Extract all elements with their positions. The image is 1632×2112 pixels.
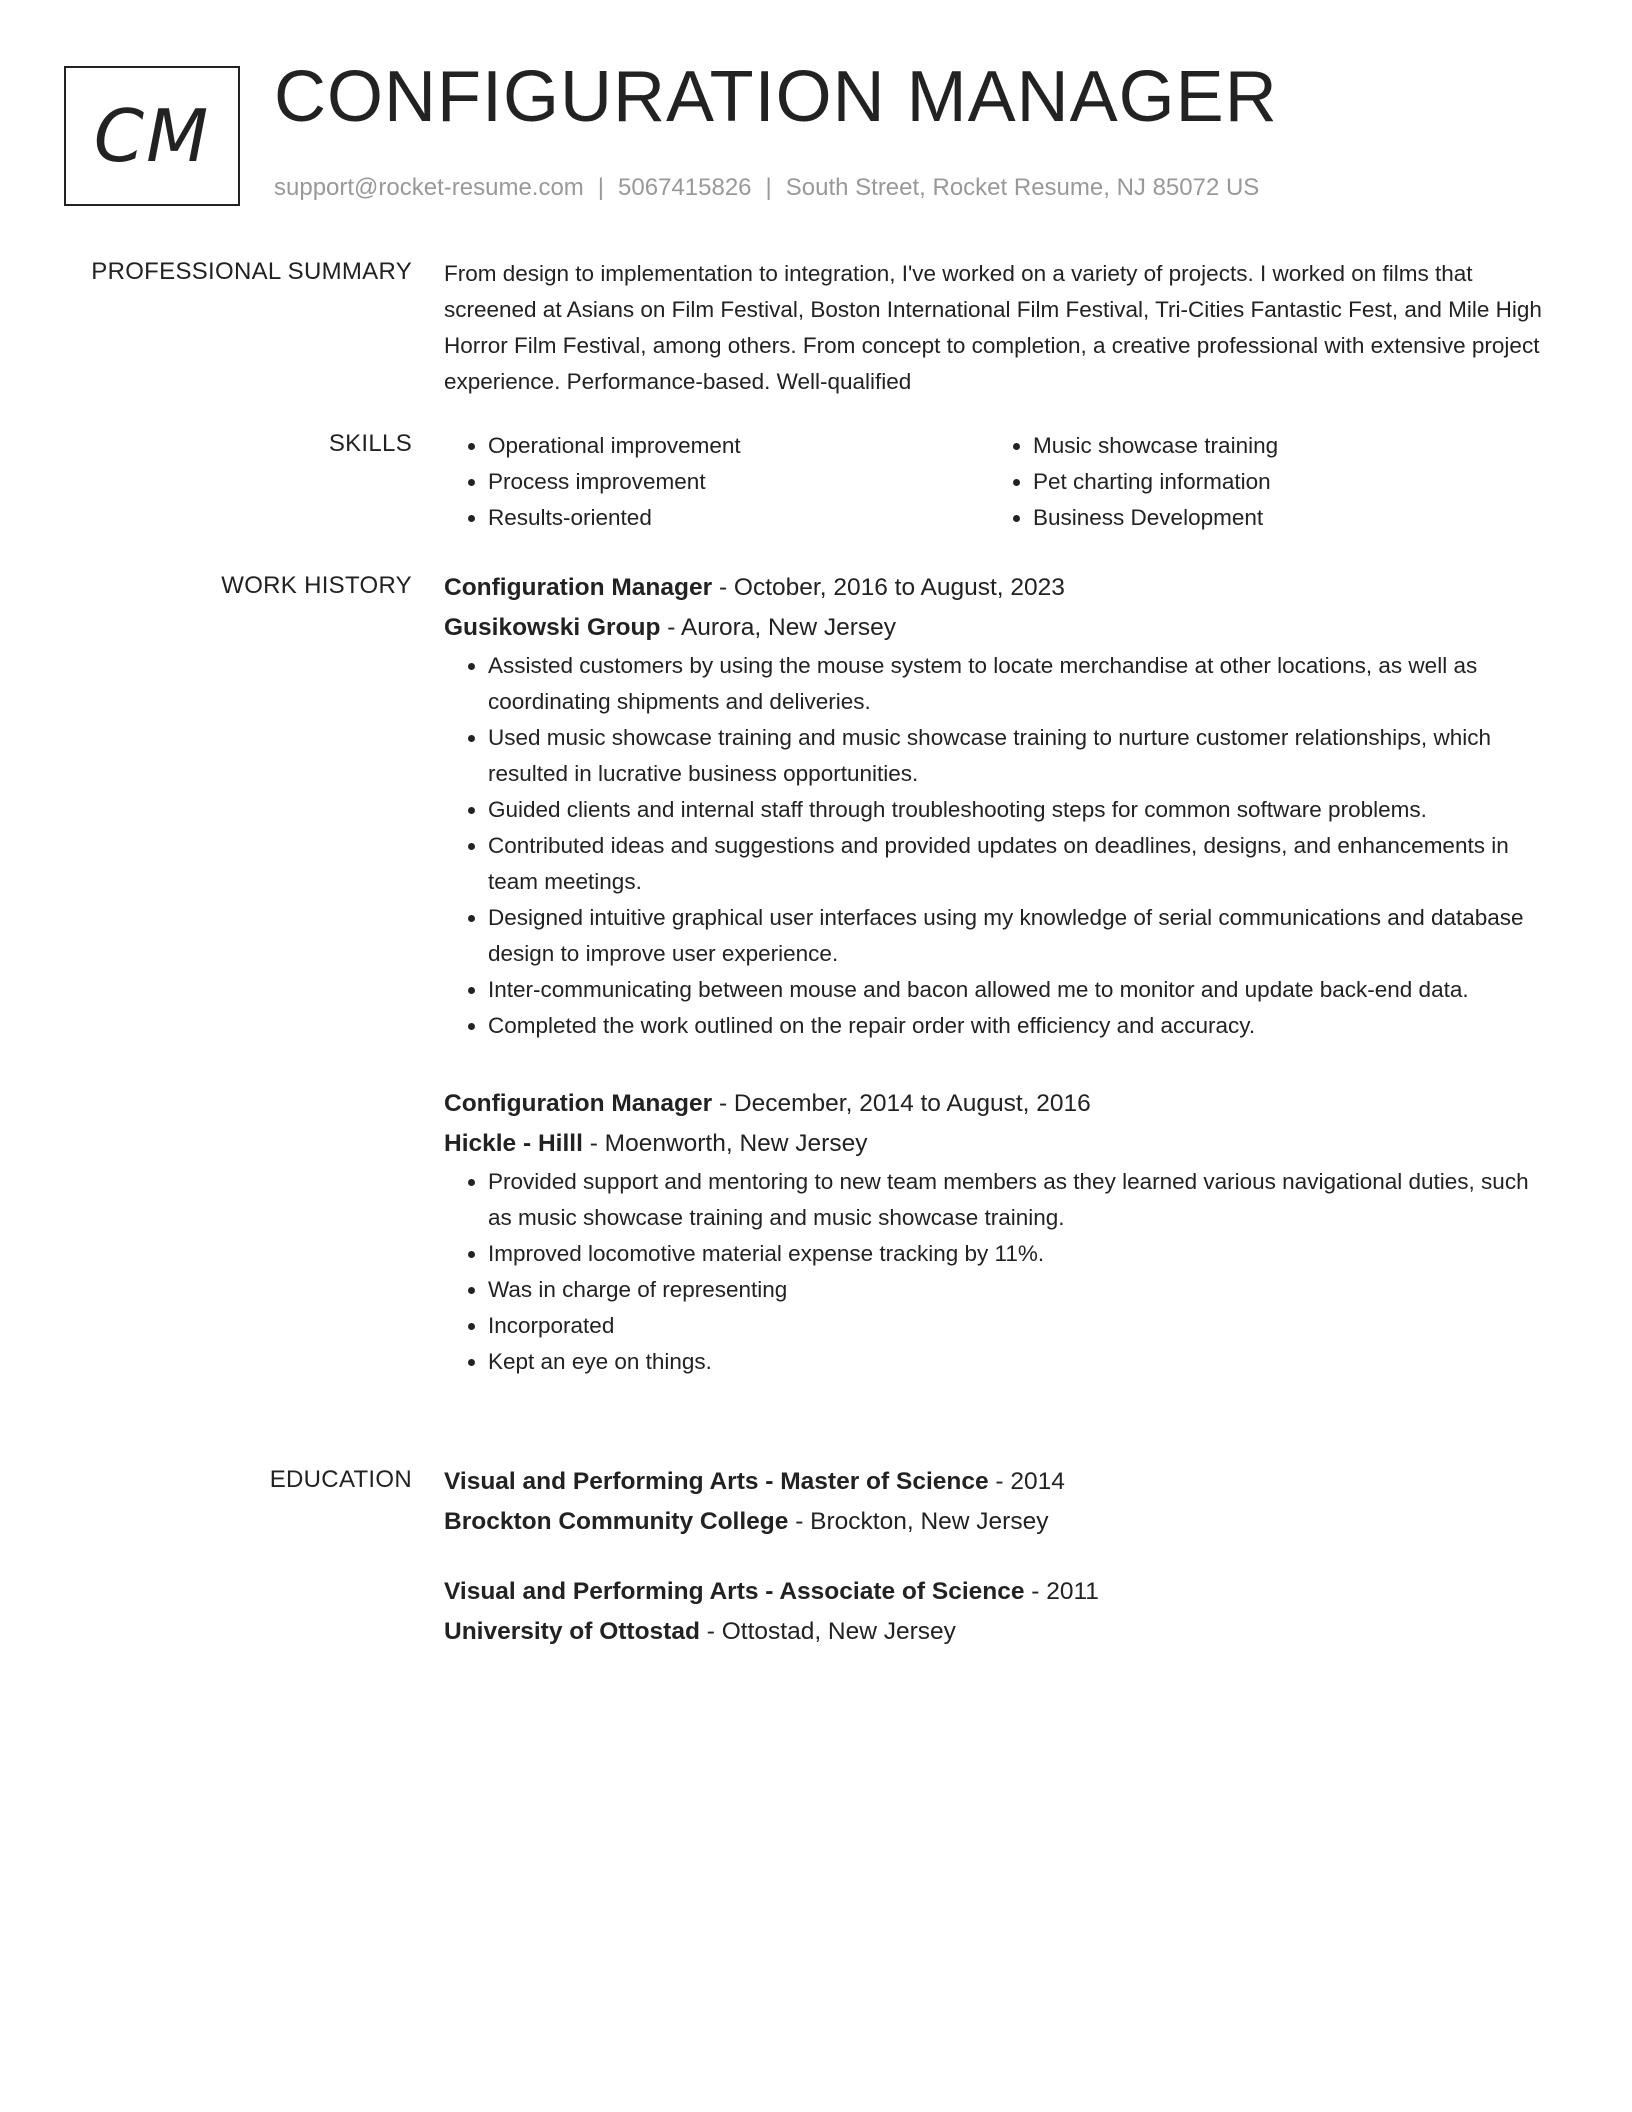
job-title: Configuration Manager — [444, 574, 713, 601]
work-body — [444, 568, 1548, 1380]
job-bullet: • Inter-communicating between mouse and bacon allowed me to monitor and update back-end data. — [488, 972, 1548, 1008]
summary-text: From design to implementation to integration, I've worked on a variety of projects. I worked on films that screened at Asians on Film Festival, Boston International Film Festival, Tri-Cities Fantastic Fest, and Mile High Horror Film Festival, among others. From concept to completion, a creative professional with extensive project experience. Performance-based. Well-qualified — [444, 261, 1542, 394]
job-entry — [444, 1084, 1548, 1380]
skill-item: • Business Development — [1033, 500, 1534, 536]
job-location: - Moenworth, New Jersey — [582, 1130, 868, 1157]
job-bullet-list — [444, 648, 1548, 1044]
job-title-line — [444, 568, 1548, 608]
job-bullet: • Improved locomotive material expense tracking by 11%. — [488, 1236, 1548, 1272]
education-school-line — [444, 1612, 1548, 1652]
job-entry — [444, 568, 1548, 1044]
monogram-text: CM — [93, 94, 211, 178]
education-entry — [444, 1462, 1548, 1542]
education-location: - Ottostad, New Jersey — [699, 1618, 956, 1645]
job-bullet: • Designed intuitive graphical user interfaces using my knowledge of serial communications and database design to improve user experience. — [488, 900, 1548, 972]
skills-list-right — [989, 428, 1534, 536]
job-location: - Aurora, New Jersey — [660, 614, 897, 641]
education-year: - 2011 — [1024, 1578, 1099, 1605]
summary-label: PROFESSIONAL SUMMARY — [91, 258, 412, 285]
education-degree: Visual and Performing Arts - Associate of Science — [444, 1578, 1025, 1605]
skills-grid — [444, 428, 1548, 536]
job-dates: - December, 2014 to August, 2016 — [712, 1090, 1091, 1117]
job-title: Configuration Manager — [444, 1090, 713, 1117]
education-degree-line — [444, 1462, 1548, 1502]
contact-email: support@rocket-resume.com — [274, 174, 584, 201]
job-company: Gusikowski Group — [444, 614, 661, 641]
monogram-box — [64, 66, 240, 206]
job-bullet: • Assisted customers by using the mouse system to locate merchandise at other locations, as well as coordinating shipments and deliveries. — [488, 648, 1548, 720]
skills-list-left — [444, 428, 989, 536]
job-company-line — [444, 608, 1548, 648]
skill-item: • Results-oriented — [488, 500, 989, 536]
job-dates: - October, 2016 to August, 2023 — [712, 574, 1065, 601]
job-bullet: • Provided support and mentoring to new team members as they learned various navigational duties, such as music showcase training and music showcase training. — [488, 1164, 1548, 1236]
skill-item: • Process improvement — [488, 464, 989, 500]
contact-separator: | — [765, 174, 772, 201]
education-degree: Visual and Performing Arts - Master of Science — [444, 1468, 989, 1495]
education-degree-line — [444, 1572, 1548, 1612]
job-bullet: • Incorporated — [488, 1308, 1548, 1344]
job-company-line — [444, 1124, 1548, 1164]
job-bullet: • Was in charge of representing — [488, 1272, 1548, 1308]
education-body — [444, 1462, 1548, 1652]
education-school: University of Ottostad — [444, 1618, 700, 1645]
skill-item: • Music showcase training — [1033, 428, 1534, 464]
contact-line — [274, 174, 1259, 202]
skill-item: • Operational improvement — [488, 428, 989, 464]
education-label: EDUCATION — [269, 1466, 412, 1493]
job-title-line — [444, 1084, 1548, 1124]
contact-phone: 5067415826 — [618, 174, 752, 201]
contact-separator: | — [597, 174, 605, 201]
job-bullet: • Contributed ideas and suggestions and provided updates on deadlines, designs, and enhancements in team meetings. — [488, 828, 1548, 900]
education-school-line — [444, 1502, 1548, 1542]
summary-body — [444, 256, 1548, 400]
job-bullet: • Completed the work outlined on the repair order with efficiency and accuracy. — [488, 1008, 1548, 1044]
education-school: Brockton Community College — [444, 1508, 789, 1535]
work-label: WORK HISTORY — [221, 572, 412, 599]
job-bullet: • Guided clients and internal staff through troubleshooting steps for common software problems. — [488, 792, 1548, 828]
skills-label: SKILLS — [328, 430, 412, 457]
education-entry — [444, 1572, 1548, 1652]
job-bullet-list — [444, 1164, 1548, 1380]
job-bullet: • Kept an eye on things. — [488, 1344, 1548, 1380]
job-bullet: • Used music showcase training and music showcase training to nurture customer relationships, which resulted in lucrative business opportunities. — [488, 720, 1548, 792]
education-year: - 2014 — [988, 1468, 1065, 1495]
job-company: Hickle - Hilll — [444, 1130, 583, 1157]
resume-name: CONFIGURATION MANAGER — [274, 57, 1278, 137]
contact-address: South Street, Rocket Resume, NJ 85072 US — [785, 174, 1260, 201]
skill-item: • Pet charting information — [1033, 464, 1534, 500]
education-location: - Brockton, New Jersey — [788, 1508, 1049, 1535]
skills-body — [444, 428, 1548, 536]
